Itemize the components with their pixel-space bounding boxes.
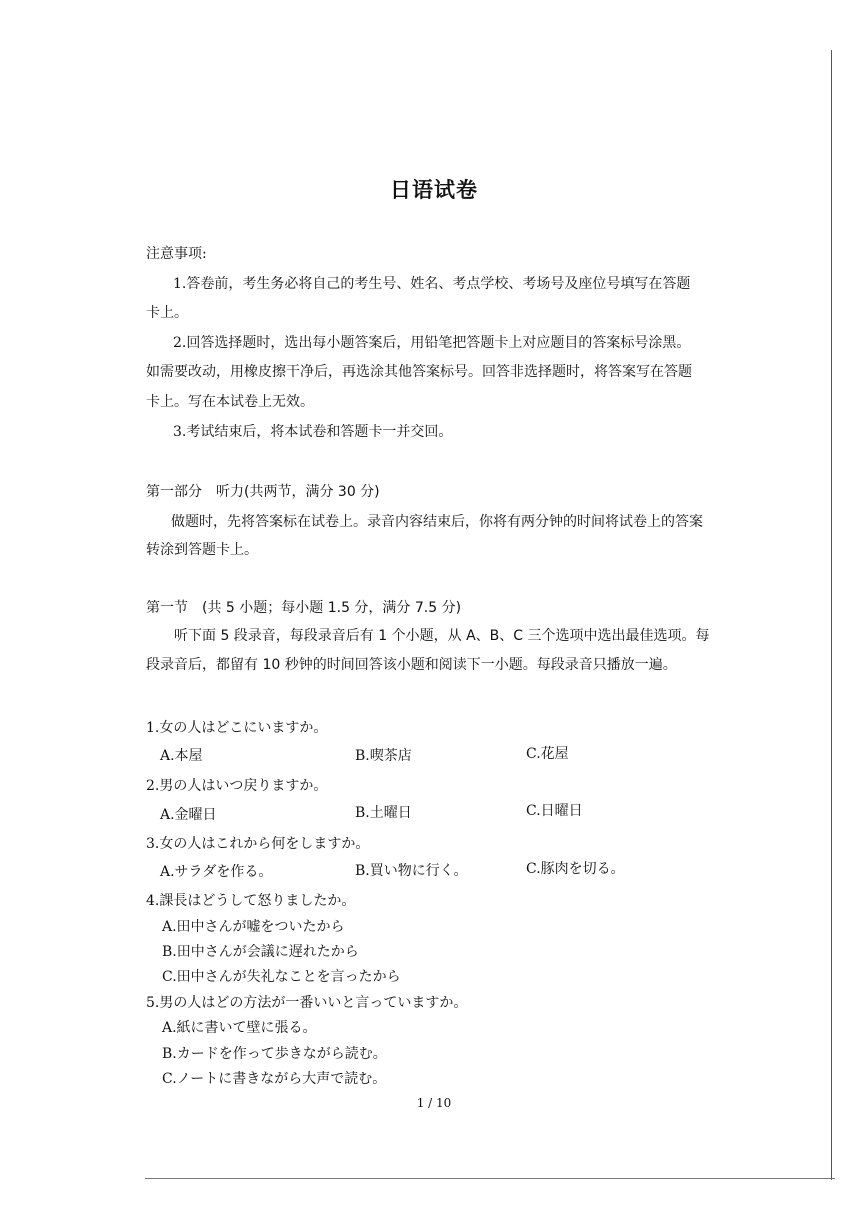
- question-5-option-c: C.ノートに書きながら大声で読む。: [162, 1071, 387, 1087]
- page-edge-right: [831, 50, 832, 1180]
- part1-desc: 做题时，先将答案标在试卷上。录音内容结束后，你将有两分钟的时间将试卷上的答案: [171, 514, 703, 530]
- notice-item-1-cont: 卡上。: [146, 305, 188, 321]
- question-5-option-b: B.カードを作って歩きながら読む。: [162, 1046, 387, 1062]
- page-edge-bottom: [145, 1178, 835, 1179]
- notice-item-2-cont: 如需要改动，用橡皮擦干净后，再选涂其他答案标号。回答非选择题时，将答案写在答题: [146, 364, 692, 380]
- question-4-option-b: B.田中さんが会議に遅れたから: [162, 944, 359, 960]
- section1-desc-cont: 段录音后，都留有 10 秒钟的时间回答该小题和阅读下一小题。每段录音只播放一遍。: [146, 657, 677, 673]
- question-5: 5.男の人はどの方法が一番いいと言っていますか。: [146, 995, 468, 1011]
- question-3: 3.女の人はこれから何をしますか。: [146, 836, 370, 852]
- question-1-option-b: B.喫茶店: [355, 748, 412, 764]
- page-title: 日语试卷: [390, 178, 478, 202]
- part1-desc-cont: 转涂到答题卡上。: [146, 542, 258, 558]
- question-1: 1.女の人はどこにいますか。: [146, 720, 328, 736]
- question-1-option-a: A.本屋: [160, 748, 203, 764]
- section1-heading: 第一节 (共 5 小题；每小题 1.5 分，满分 7.5 分): [146, 600, 462, 616]
- question-4-option-a: A.田中さんが嘘をついたから: [162, 919, 345, 935]
- page-number: 1 / 10: [416, 1096, 452, 1110]
- section1-desc: 听下面 5 段录音，每段录音后有 1 个小题，从 A、B、C 三个选项中选出最佳选项。每: [174, 628, 710, 644]
- question-3-option-b: B.買い物に行く。: [355, 863, 468, 879]
- notice-item-1: 1.答卷前，考生务必将自己的考生号、姓名、考点学校、考场号及座位号填写在答题: [173, 276, 691, 292]
- question-2-option-a: A.金曜日: [160, 807, 217, 823]
- notice-item-2: 2.回答选择题时，选出每小题答案后，用铅笔把答题卡上对应题目的答案标号涂黑。: [173, 335, 691, 351]
- question-2-option-c: C.日曜日: [526, 803, 583, 819]
- question-5-option-a: A.紙に書いて壁に張る。: [162, 1020, 317, 1036]
- question-3-option-c: C.豚肉を切る。: [526, 861, 625, 877]
- question-2-option-b: B.土曜日: [355, 805, 412, 821]
- question-1-option-c: C.花屋: [526, 746, 569, 762]
- notice-item-3: 3.考试结束后，将本试卷和答题卡一并交回。: [173, 424, 453, 440]
- question-4: 4.課長はどうして怒りましたか。: [146, 893, 356, 909]
- notice-item-2-cont2: 卡上。写在本试卷上无效。: [146, 394, 314, 410]
- question-4-option-c: C.田中さんが失礼なことを言ったから: [162, 969, 401, 985]
- question-3-option-a: A.サラダを作る。: [160, 864, 273, 880]
- question-2: 2.男の人はいつ戻りますか。: [146, 778, 328, 794]
- part1-heading: 第一部分 听力(共两节，满分 30 分): [146, 484, 380, 500]
- notice-heading: 注意事项:: [146, 246, 207, 262]
